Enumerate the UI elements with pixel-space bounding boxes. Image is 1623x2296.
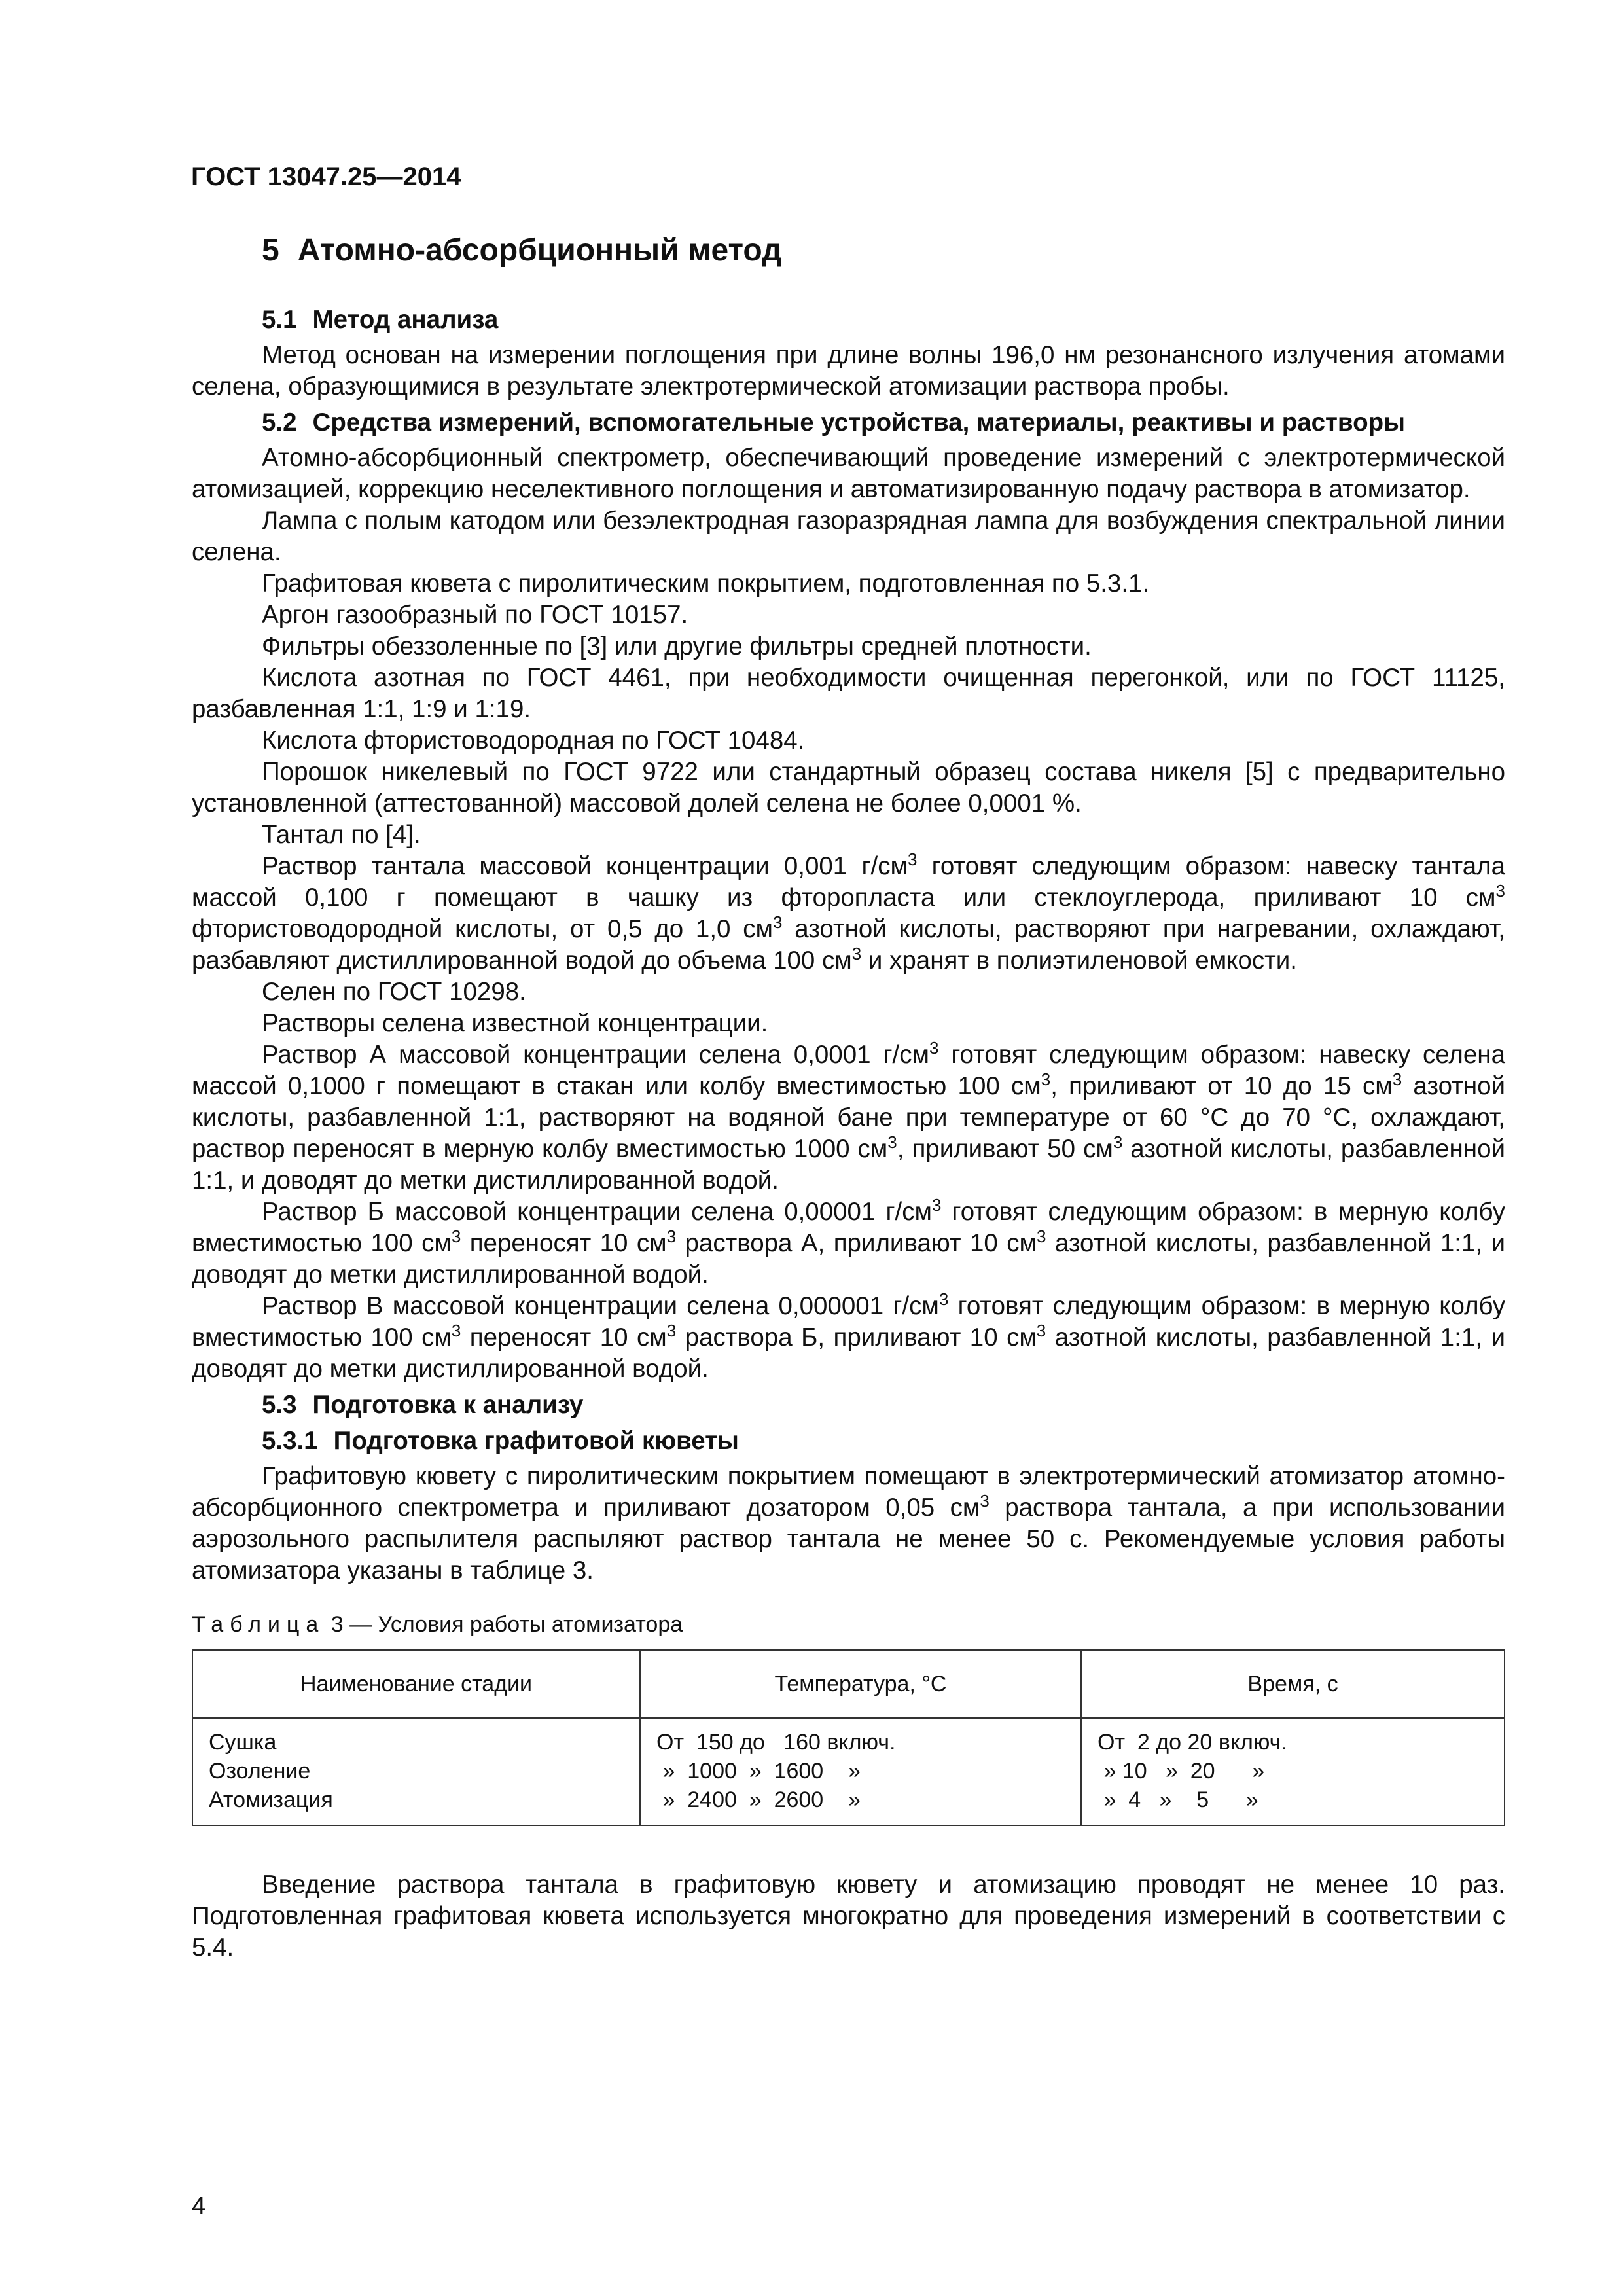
table-cell-temperature — [640, 1718, 1081, 1825]
paragraph: Селен по ГОСТ 10298. — [262, 978, 526, 1006]
document-body — [192, 300, 1505, 1964]
superscript: 3 — [1036, 1227, 1046, 1246]
subsection-title: Средства измерений, вспомогательные устройства, материалы, реактивы и растворы — [312, 408, 1405, 437]
paragraph: Введение раствора тантала в графитовую кювету и атомизацию проводят не менее 10 раз. Подготовленная графитовая кювета используется многократно для проведения измерений в соответствии с 5.4. — [192, 1871, 1505, 1962]
text-run: готовят следующим образом: в мерную колбу вместимостью 100 см — [192, 1292, 1506, 1352]
cell-line: » 1000 » 1600 » — [656, 1759, 861, 1784]
superscript: 3 — [980, 1491, 990, 1511]
text-run: раствора А, приливают 10 см — [676, 1229, 1037, 1257]
paragraph-cuvette-preparation — [192, 1461, 1505, 1587]
cell-line: Озоление — [209, 1759, 311, 1784]
text-run: Раствор В массовой концентрации селена 0,000001 г/см — [262, 1292, 939, 1320]
table-header-row — [192, 1650, 1505, 1718]
subsection-heading-5-1 — [192, 304, 1505, 336]
table-cell-stages — [192, 1718, 640, 1825]
text-run: и хранят в полиэтиленовой емкости. — [861, 946, 1297, 975]
subsection-heading-5-3 — [192, 1390, 1505, 1421]
subsection-heading-5-2 — [192, 407, 1505, 439]
superscript: 3 — [887, 1132, 897, 1152]
paragraph-solution-b — [192, 1196, 1505, 1291]
paragraph: Тантал по [4]. — [262, 821, 421, 849]
column-header: Наименование стадии — [192, 1650, 640, 1718]
superscript: 3 — [666, 1227, 677, 1246]
column-header: Время, с — [1081, 1650, 1505, 1718]
cell-line: Атомизация — [209, 1787, 333, 1812]
subsection-heading-5-3-1 — [192, 1426, 1505, 1457]
paragraph: Метод основан на измерении поглощения при длине волны 196,0 нм резонансного излучения атомами селена, образующимися в результате электротермической атомизации раствора пробы. — [192, 341, 1505, 401]
text-run: азотной кислоты, разбавленной 1:1, растворяют на водяной бане при температуре от 60 °С до 70 °С, охлаждают, раствор переносят в мерную колбу вместимостью 1000 см — [192, 1072, 1505, 1163]
cell-line: От 150 до 160 включ. — [656, 1730, 896, 1755]
paragraph: Порошок никелевый по ГОСТ 9722 или стандартный образец состава никеля [5] с предварительно установленной (аттестованной) массовой долей селена не более 0,0001 %. — [192, 758, 1505, 817]
paragraph: Кислота фтористоводородная по ГОСТ 10484. — [262, 726, 805, 755]
superscript: 3 — [929, 1038, 939, 1058]
text-run: готовят следующим образом: в мерную колбу вместимостью 100 см — [192, 1198, 1505, 1257]
superscript: 3 — [1036, 1321, 1046, 1340]
superscript: 3 — [451, 1321, 461, 1340]
section-number: 5 — [262, 233, 279, 268]
cell-line: » 2400 » 2600 » — [656, 1787, 861, 1812]
cell-line: » 10 » 20 » — [1097, 1759, 1265, 1784]
column-header: Температура, °С — [640, 1650, 1081, 1718]
superscript: 3 — [772, 912, 783, 932]
superscript: 3 — [451, 1227, 461, 1246]
superscript: 3 — [931, 1195, 942, 1215]
paragraph-tantalum-solution — [192, 851, 1505, 977]
paragraph: Атомно-абсорбционный спектрометр, обеспечивающий проведение измерений с электротермической атомизацией, коррекцию неселективного поглощения и автоматизированную подачу раствора в атомизатор. — [192, 444, 1505, 503]
subsection-number: 5.1 — [262, 306, 297, 334]
section-heading — [262, 232, 782, 268]
text-run: Графитовую кювету с пиролитическим покрытием помещают в электротермический атомизатор атомно-абсорбционного спектрометра и приливают дозатором 0,05 см — [192, 1462, 1505, 1522]
subsection-title: Подготовка к анализу — [312, 1391, 584, 1419]
paragraph-solution-v — [192, 1291, 1505, 1385]
text-run: переносят 10 см — [461, 1229, 667, 1257]
text-run: Раствор тантала массовой концентрации 0,001 г/см — [262, 852, 908, 880]
table-cell-time — [1081, 1718, 1505, 1825]
standard-header: ГОСТ 13047.25—2014 — [191, 162, 461, 191]
cell-line: От 2 до 20 включ. — [1097, 1730, 1287, 1755]
table-caption-word: Таблица — [192, 1612, 325, 1637]
text-run: раствора тантала, а при использовании аэрозольного распылителя распыляют раствор тантала не менее 50 с. Рекомендуемые условия работы атомизатора указаны в таблице 3. — [192, 1494, 1505, 1585]
text-run: раствора Б, приливают 10 см — [676, 1323, 1037, 1352]
table-caption — [192, 1609, 1505, 1640]
paragraph: Графитовая кювета с пиролитическим покрытием, подготовленная по 5.3.1. — [262, 569, 1150, 598]
text-run: переносят 10 см — [461, 1323, 667, 1352]
atomizer-conditions-table — [192, 1649, 1505, 1826]
text-run: , приливают 50 см — [897, 1135, 1113, 1163]
subsection-number: 5.3 — [262, 1391, 297, 1419]
text-run: готовят следующим образом: навеску тантала массой 0,100 г помещают в чашку из фторопласта или стеклоуглерода, приливают 10 см — [192, 852, 1505, 912]
superscript: 3 — [1392, 1069, 1402, 1089]
paragraph: Фильтры обеззоленные по [3] или другие фильтры средней плотности. — [262, 632, 1092, 660]
section-title: Атомно-абсорбционный метод — [297, 233, 782, 268]
superscript: 3 — [907, 850, 918, 869]
superscript: 3 — [851, 944, 862, 963]
cell-line: Сушка — [209, 1730, 277, 1755]
text-run: азотной кислоты, разбавленной 1:1, и доводят до метки дистиллированной водой. — [192, 1323, 1505, 1383]
text-run: Раствор Б массовой концентрации селена 0,00001 г/см — [262, 1198, 932, 1226]
table-row — [192, 1718, 1505, 1825]
text-run: азотной кислоты, разбавленной 1:1, и доводят до метки дистиллированной водой. — [192, 1135, 1505, 1194]
paragraph: Аргон газообразный по ГОСТ 10157. — [262, 601, 688, 629]
subsection-number: 5.3.1 — [262, 1427, 318, 1455]
text-run: готовят следующим образом: навеску селена массой 0,1000 г помещают в стакан или колбу вместимостью 100 см — [192, 1041, 1505, 1100]
text-run: азотной кислоты, растворяют при нагревании, охлаждают, разбавляют дистиллированной водой до объема 100 см — [192, 915, 1505, 975]
superscript: 3 — [666, 1321, 677, 1340]
text-run: , приливают от 10 до 15 см — [1050, 1072, 1393, 1100]
superscript: 3 — [1041, 1069, 1051, 1089]
superscript: 3 — [1113, 1132, 1123, 1152]
paragraph: Кислота азотная по ГОСТ 4461, при необходимости очищенная перегонкой, или по ГОСТ 11125, разбавленная 1:1, 1:9 и 1:19. — [192, 664, 1505, 723]
text-run: фтористоводородной кислоты, от 0,5 до 1,0 см — [192, 915, 773, 943]
text-run: азотной кислоты, разбавленной 1:1, и доводят до метки дистиллированной водой. — [192, 1229, 1505, 1289]
superscript: 3 — [938, 1289, 949, 1309]
paragraph-solution-a — [192, 1039, 1505, 1196]
superscript: 3 — [1495, 881, 1505, 901]
page-number: 4 — [192, 2193, 206, 2220]
text-run: Раствор А массовой концентрации селена 0,0001 г/см — [262, 1041, 929, 1069]
subsection-title: Подготовка графитовой кюветы — [333, 1427, 739, 1455]
paragraph: Растворы селена известной концентрации. — [262, 1009, 768, 1037]
paragraph: Лампа с полым катодом или безэлектродная газоразрядная лампа для возбуждения спектральной линии селена. — [192, 507, 1505, 566]
cell-line: » 4 » 5 » — [1097, 1787, 1258, 1812]
table-caption-text: 3 — Условия работы атомизатора — [325, 1612, 683, 1637]
subsection-number: 5.2 — [262, 408, 297, 437]
subsection-title: Метод анализа — [312, 306, 499, 334]
